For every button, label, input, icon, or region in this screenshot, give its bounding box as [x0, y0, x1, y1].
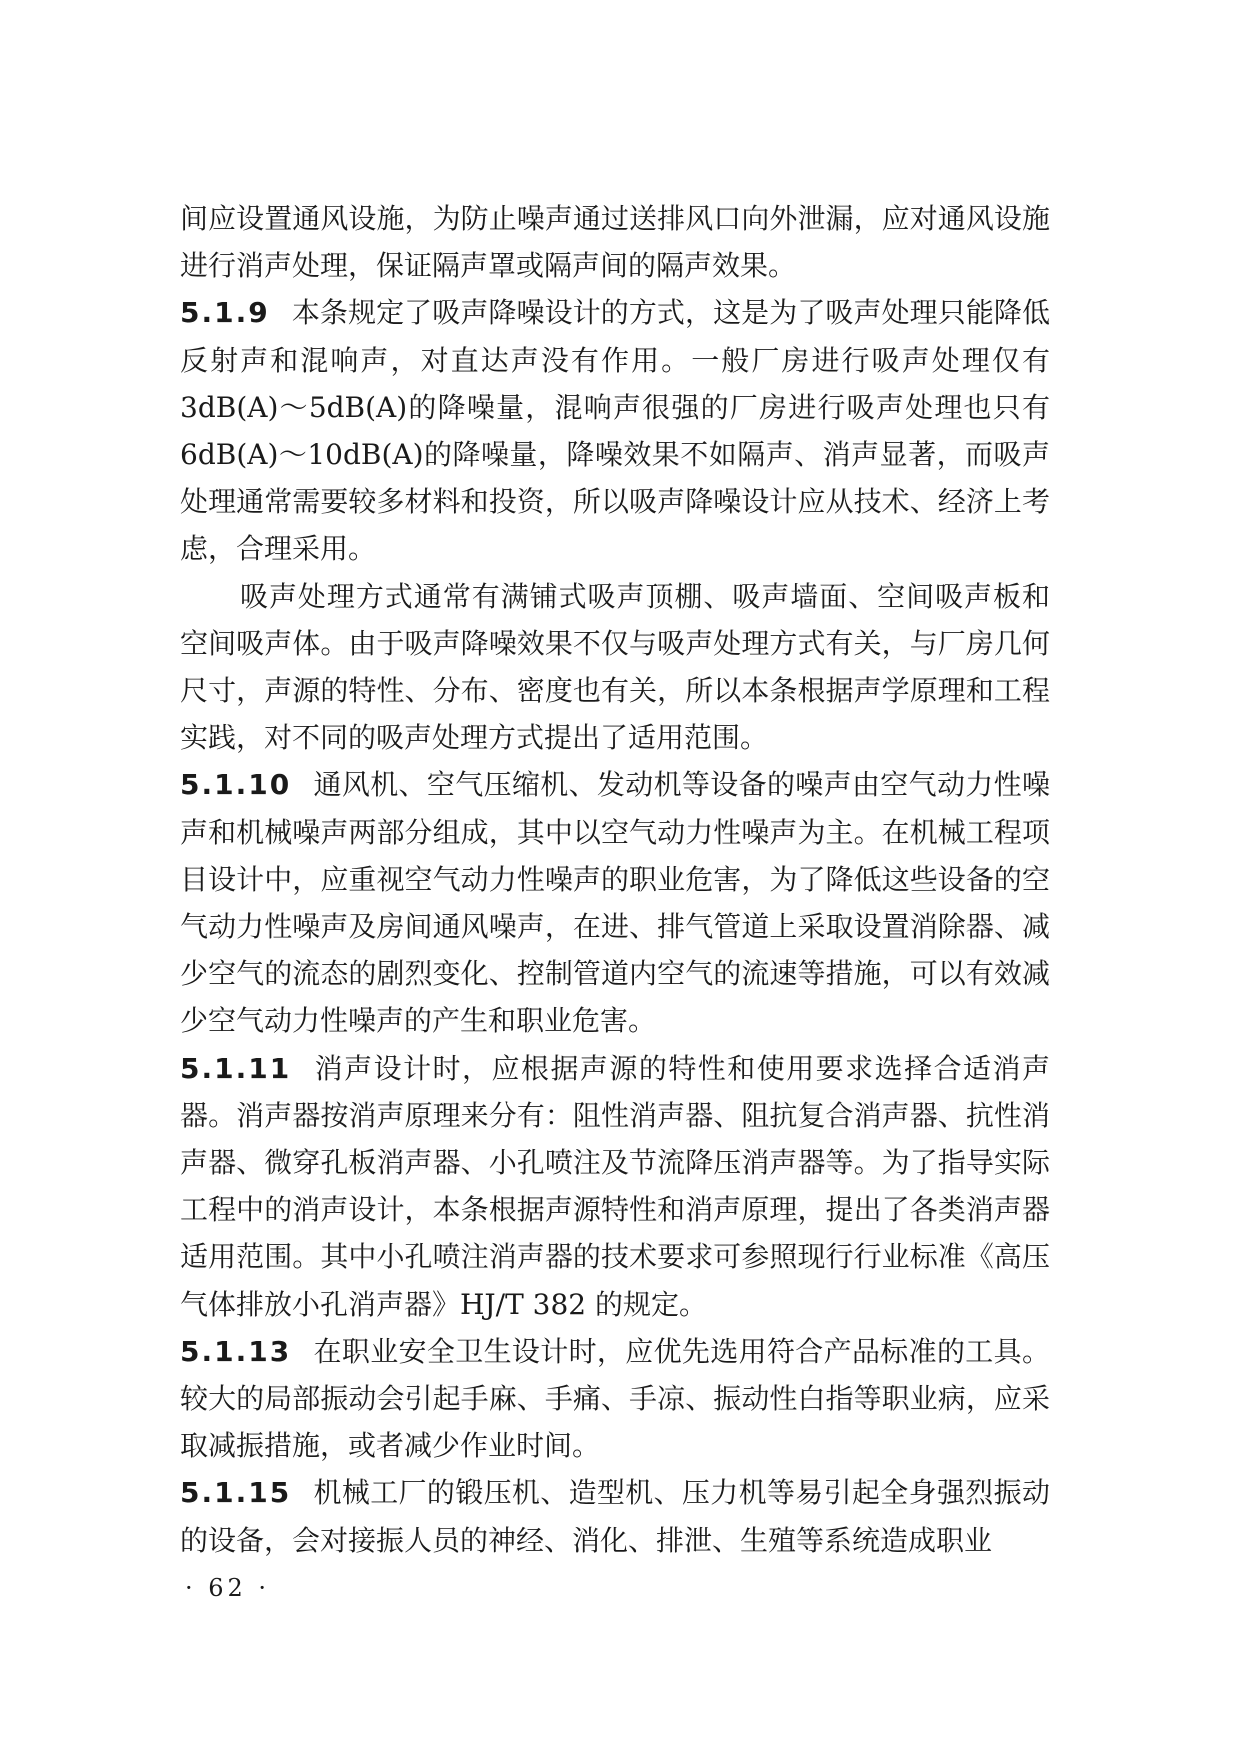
clause-number: 5.1.15 — [180, 1476, 292, 1510]
paragraph — [180, 195, 1050, 289]
paragraph — [180, 573, 1050, 762]
clause-number: 5.1.10 — [180, 768, 292, 802]
paragraph-text: 通风机、空气压缩机、发动机等设备的噪声由空气动力性噪声和机械噪声两部分组成，其中以空气动力性噪声为主。在机械工程项目设计中，应重视空气动力性噪声的职业危害，为了降低这些设备的空气动力性噪声及房间通风噪声，在进、排气管道上采取设置消除器、减少空气的流态的剧烈变化、控制管道内空气的流速等措施，可以有效减少空气动力性噪声的产生和职业危害。 — [180, 768, 1050, 1038]
clause-number: 5.1.13 — [180, 1334, 292, 1368]
page-number: · 62 · — [185, 1574, 271, 1602]
clause-paragraph — [180, 1045, 1050, 1328]
clause-paragraph — [180, 289, 1050, 572]
clause-number: 5.1.11 — [180, 1051, 292, 1085]
clause-number: 5.1.9 — [180, 296, 270, 330]
paragraph-text: 消声设计时，应根据声源的特性和使用要求选择合适消声器。消声器按消声原理来分有：阻性消声器、阻抗复合消声器、抗性消声器、微穿孔板消声器、小孔喷注及节流降压消声器等。为了指导实际工程中的消声设计，本条根据声源特性和消声原理，提出了各类消声器适用范围。其中小孔喷注消声器的技术要求可参照现行行业标准《高压气体排放小孔消声器》HJ/T 382 的规定。 — [180, 1051, 1050, 1321]
clause-paragraph — [180, 1469, 1050, 1563]
paragraph-text: 在职业安全卫生设计时，应优先选用符合产品标准的工具。较大的局部振动会引起手麻、手痛、手凉、振动性白指等职业病，应采取减振措施，或者减少作业时间。 — [180, 1334, 1050, 1463]
paragraph-text: 机械工厂的锻压机、造型机、压力机等易引起全身强烈振动的设备，会对接振人员的神经、消化、排泄、生殖等系统造成职业 — [180, 1476, 1050, 1557]
clause-paragraph — [180, 761, 1050, 1044]
paragraph-text: 吸声处理方式通常有满铺式吸声顶棚、吸声墙面、空间吸声板和空间吸声体。由于吸声降噪效果不仅与吸声处理方式有关，与厂房几何尺寸，声源的特性、分布、密度也有关，所以本条根据声学原理和工程实践，对不同的吸声处理方式提出了适用范围。 — [180, 579, 1050, 755]
page-body — [180, 195, 1050, 1564]
clause-paragraph — [180, 1328, 1050, 1470]
paragraph-text: 本条规定了吸声降噪设计的方式，这是为了吸声处理只能降低反射声和混响声，对直达声没有作用。一般厂房进行吸声处理仅有 3dB(A)～5dB(A)的降噪量，混响声很强的厂房进行吸声处理也只有 6dB(A)～10dB(A)的降噪量，降噪效果不如隔声、消声显著，而吸声处理通常需要较多材料和投资，所以吸声降噪设计应从技术、经济上考虑，合理采用。 — [180, 296, 1050, 566]
paragraph-text: 间应设置通风设施，为防止噪声通过送排风口向外泄漏，应对通风设施进行消声处理，保证隔声罩或隔声间的隔声效果。 — [180, 202, 1050, 283]
